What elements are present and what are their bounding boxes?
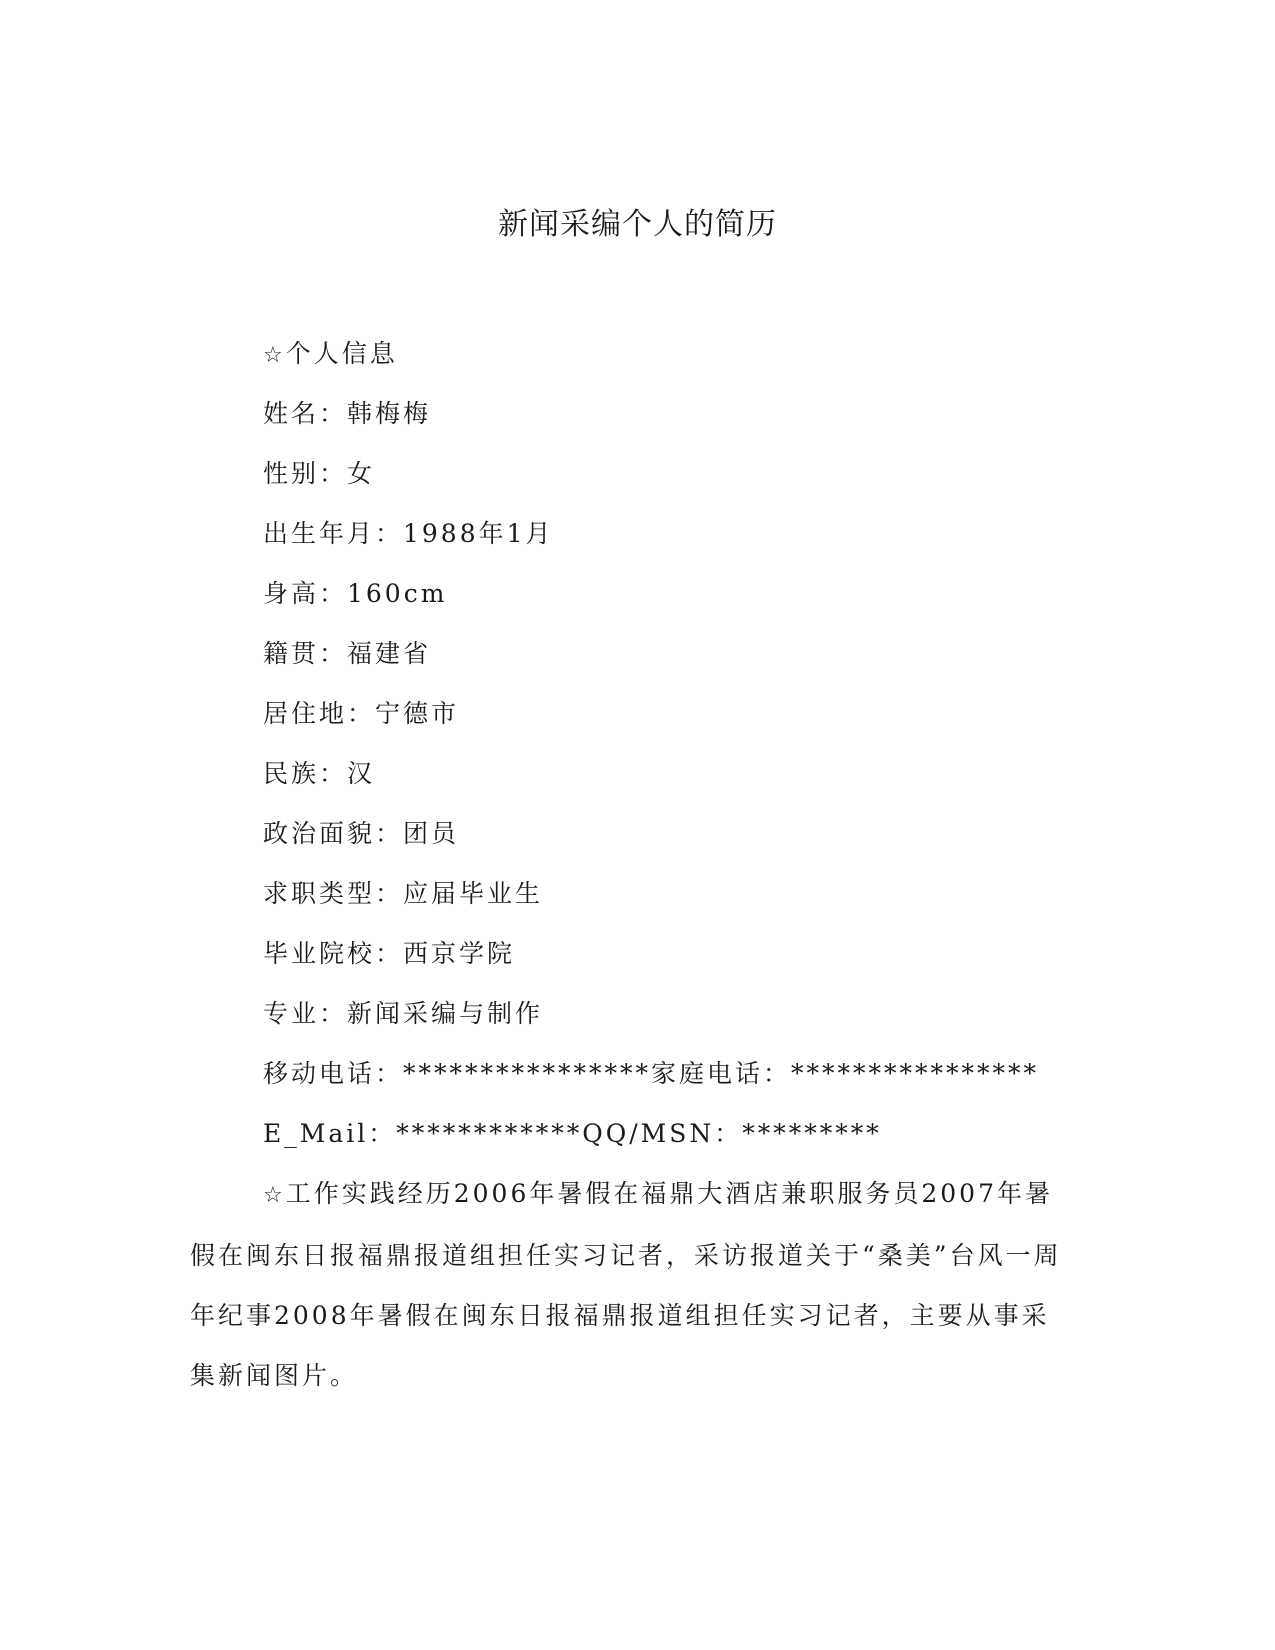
field-residence: 居住地：宁德市: [263, 699, 460, 728]
field-ethnicity: 民族：汉: [263, 759, 376, 788]
star-icon: ☆: [263, 343, 286, 368]
field-birth-date: 出生年月：1988年1月: [263, 519, 554, 548]
star-icon: ☆: [263, 1183, 286, 1208]
work-experience-text: 工作实践经历2006年暑假在福鼎大酒店兼职服务员2007年暑假在闽东日报福鼎报道组担任实习记者，采访报道关于“桑美”台风一周年纪事2008年暑假在闽东日报福鼎报道组担任实习记者，主要从事采集新闻图片。: [190, 1179, 1062, 1390]
document-title: 新闻采编个人的简历: [498, 207, 777, 242]
field-school: 毕业院校：西京学院: [263, 939, 516, 968]
field-email-qq: E_Mail：************QQ/MSN：*********: [263, 1119, 882, 1148]
field-height: 身高：160cm: [263, 579, 448, 608]
section-heading-label: 个人信息: [285, 339, 398, 368]
work-experience-paragraph: [190, 1164, 1070, 1406]
field-major: 专业：新闻采编与制作: [263, 999, 544, 1028]
field-phones: 移动电话：****************家庭电话：****************: [263, 1059, 1040, 1088]
field-job-type: 求职类型：应届毕业生: [263, 879, 544, 908]
field-native-place: 籍贯：福建省: [263, 639, 432, 668]
field-political-status: 政治面貌：团员: [263, 819, 460, 848]
field-gender: 性别：女: [263, 459, 376, 488]
section-heading-personal-info: [190, 324, 1070, 384]
resume-body: [190, 324, 1070, 1406]
field-name: 姓名：韩梅梅: [263, 399, 432, 428]
